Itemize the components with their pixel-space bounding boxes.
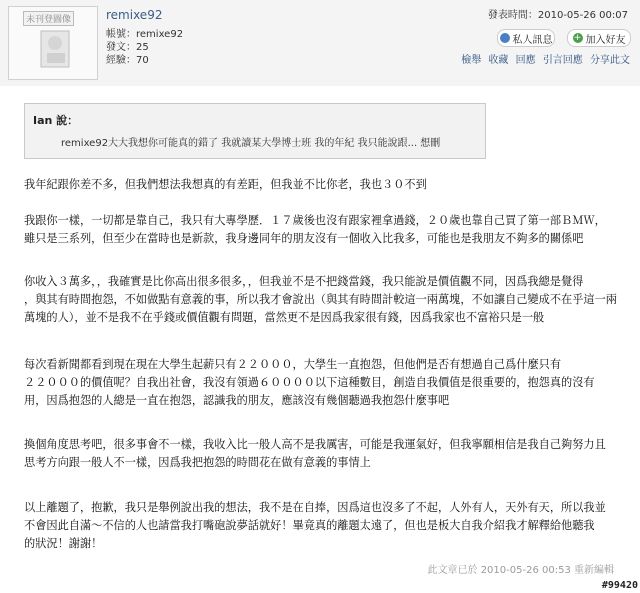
experience: 經驗：70 — [106, 55, 149, 66]
image-id-watermark: #99420 — [601, 580, 638, 591]
text-line: 以上離題了，抱歉，我只是舉例說出我的想法，我不是在自捧，因爲這也沒多了不起，人外有人，天外有天，所以我並 — [24, 501, 606, 514]
paragraph — [24, 436, 624, 472]
text-line: 我跟你一樣，一切都是靠自己，我只有大專學歷．１７歲後也沒有跟家裡拿過錢，２０歲也靠自己買了第一部ＢＭＷ， — [24, 214, 606, 227]
pm-label: 私人訊息 — [512, 34, 553, 46]
edit-note: 此文章已於 2010-05-26 00:53 重新編輯 — [427, 565, 614, 576]
text-line: ２２０００的價值呢？自我出社會，我沒有領過６００００以下這種數目，創造自我價值是很重要的，抱怨真的沒有 — [24, 376, 595, 389]
user-info — [106, 28, 183, 67]
paragraph — [24, 356, 624, 410]
text-line: 你收入３萬多，，我確實是比你高出很多很多，，但我並不是不把錢當錢，我只能說是價值觀不同，因爲我總是覺得 — [24, 275, 584, 288]
text-line: 思考方向跟一般人不一樣，因爲我把抱怨的時間花在做有意義的事情上 — [24, 456, 371, 469]
post-actions — [457, 51, 630, 66]
text-line: 雖只是三系列，但至少在當時也是新款，我身邊同年的朋友沒有一個收入比我多，可能也是我朋友不夠多的關係吧 — [24, 232, 584, 245]
message-icon — [500, 33, 510, 43]
posts-count: 發文：25 — [106, 42, 149, 53]
text-line: 我年紀跟你差不多，但我們想法我想真的有差距，但我並不比你老，我也３０不到 — [24, 178, 427, 191]
quote-author: Ian 說： — [33, 114, 79, 127]
post-header — [0, 0, 640, 86]
username[interactable]: remixe92 — [106, 8, 163, 22]
text-line: ，與其有時間抱怨，不如做點有意義的事，所以我才會說出（與其有時間計較這一兩萬塊，不如讓自己變成不在乎這一兩 — [24, 293, 617, 306]
bookmark-link[interactable]: 收藏 — [488, 55, 509, 66]
avatar-label: 未刊登圖像 — [23, 11, 74, 26]
paragraph — [24, 273, 624, 327]
add-friend-label: 加入好友 — [585, 34, 626, 46]
placeholder-avatar-icon — [37, 25, 77, 71]
share-link[interactable]: 分享此文 — [590, 55, 630, 66]
text-line: 的狀況！謝謝！ — [24, 537, 103, 550]
private-message-button[interactable] — [497, 29, 555, 47]
paragraph — [24, 212, 624, 248]
post-time: 發表時間：2010-05-26 00:07 — [487, 10, 628, 21]
quote-box — [24, 103, 486, 159]
add-friend-button[interactable] — [567, 29, 631, 47]
paragraph — [24, 176, 624, 194]
reply-link[interactable]: 回應 — [515, 55, 536, 66]
report-link[interactable]: 檢舉 — [461, 55, 482, 66]
quote-text: remixe92大大我想你可能真的錯了 我就讀某大學博士班 我的年紀 我只能說跟... 想刪 — [61, 138, 441, 149]
paragraph — [24, 499, 624, 553]
add-icon: + — [573, 33, 582, 43]
quote-reply-link[interactable]: 引言回應 — [542, 55, 583, 66]
text-line: 每次看新聞都看到現在現在大學生起薪只有２２０００，大學生一直抱怨，但他們是否有想過自己爲什麼只有 — [24, 358, 562, 371]
avatar[interactable] — [8, 6, 98, 80]
account-line: 帳號：remixe92 — [106, 29, 184, 40]
text-line: 用，因爲抱怨的人總是一直在抱怨，認識我的朋友，應該沒有幾個聽過我抱怨什麼事吧 — [24, 394, 450, 407]
text-line: 換個角度思考吧，很多事會不一樣，我收入比一般人高不是我厲害，可能是我運氣好，但我寧願相信是我自己夠努力且 — [24, 438, 606, 451]
text-line: 萬塊的人），並不是我不在乎錢或價值觀有問題，當然更不是因爲我家很有錢，因爲我家也不富裕只是一般 — [24, 311, 545, 324]
text-line: 不會因此自滿～不信的人也請當我打嘴砲說夢話就好！畢竟真的離題太遠了，但也是板大自我介紹我才解釋給他聽我 — [24, 519, 595, 532]
